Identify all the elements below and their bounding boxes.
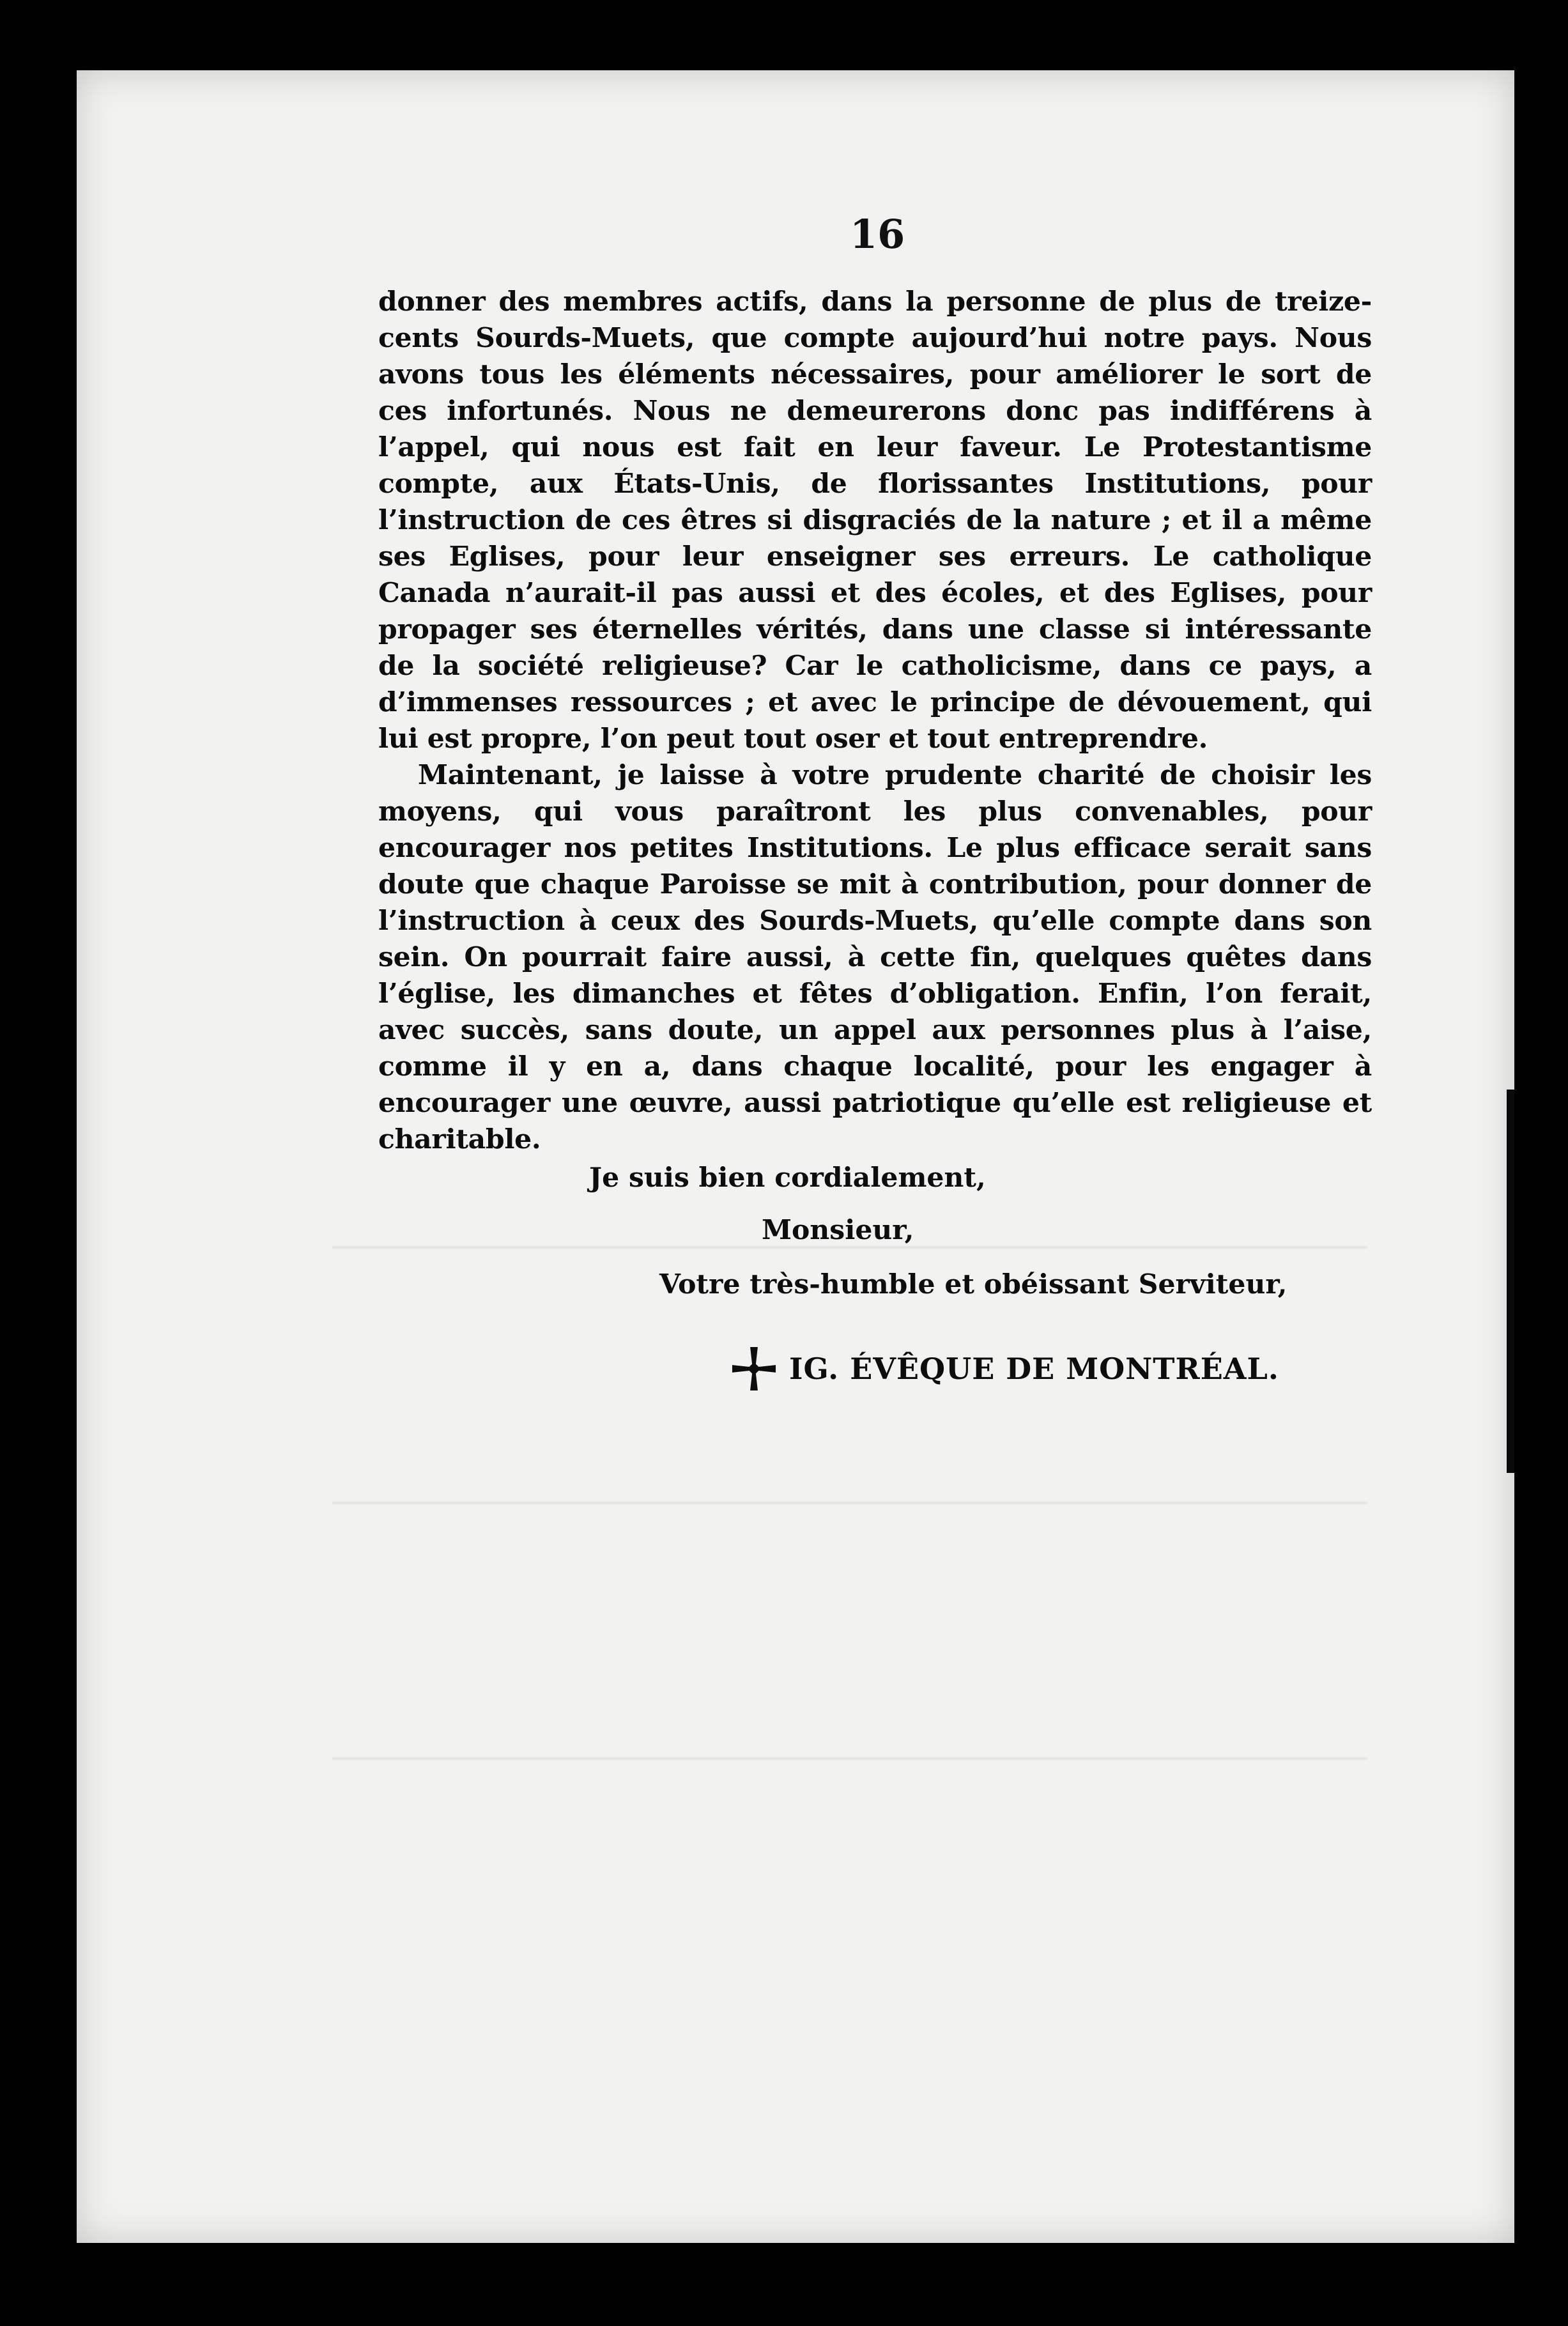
closing-salutation: Je suis bien cordialement, — [589, 1162, 986, 1194]
show-through-line — [332, 1502, 1367, 1504]
paragraph-2: Maintenant, je laisse à votre prudente charité de choisir les moyens, qui vous paraîtront les plus convenables, pour encourager nos petites Institutions. Le plus efficace serait sans doute que chaque Paroisse se mit à contribution, pour donner de l’instruction à ceux des Sourds-Muets, qu’elle compte dans son sein. On pourrait faire aussi, à cette fin, quelques quêtes dans l’église, les dimanches et fêtes d’obligation. Enfin, l’on ferait, avec succès, sans doute, un appel aux personnes plus à l’aise, comme il y en a, dans chaque localité, pour les engager à encourager une œuvre, aussi patriotique qu’elle est religieuse et charitable. — [378, 759, 1372, 1155]
scan-edge-mark — [1507, 1090, 1514, 1473]
signature-text: IG. ÉVÊQUE DE MONTRÉAL. — [789, 1352, 1279, 1386]
closing-servant-line: Votre très-humble et obéissant Serviteur, — [659, 1268, 1287, 1300]
show-through-line — [332, 1757, 1367, 1760]
cross-patee-icon — [730, 1345, 778, 1392]
signature-block — [730, 1345, 1279, 1392]
paragraph-1: donner des membres actifs, dans la personne de plus de treize-cents Sourds-Muets, que compte aujourd’hui notre pays. Nous avons tous les éléments nécessaires, pour améliorer le sort de ces infortunés. Nous ne demeurerons donc pas indifférens à l’appel, qui nous est fait en leur faveur. Le Protestantisme compte, aux États-Unis, de florissantes Institutions, pour l’instruction de ces êtres si disgraciés de la nature ; et il a même ses Eglises, pour leur enseigner ses erreurs. Le catholique Canada n’aurait-il pas aussi et des écoles, et des Eglises, pour propager ses éternelles vérités, dans une classe si intéressante de la société religieuse? Car le catholicisme, dans ce pays, a d’immenses ressources ; et avec le principe de dévouement, qui lui est propre, l’on peut tout oser et tout entreprendre. — [378, 286, 1372, 755]
letter-body — [378, 284, 1372, 1158]
show-through-line — [332, 1246, 1367, 1249]
page-number: 16 — [850, 211, 905, 258]
closing-addressee: Monsieur, — [762, 1214, 914, 1246]
